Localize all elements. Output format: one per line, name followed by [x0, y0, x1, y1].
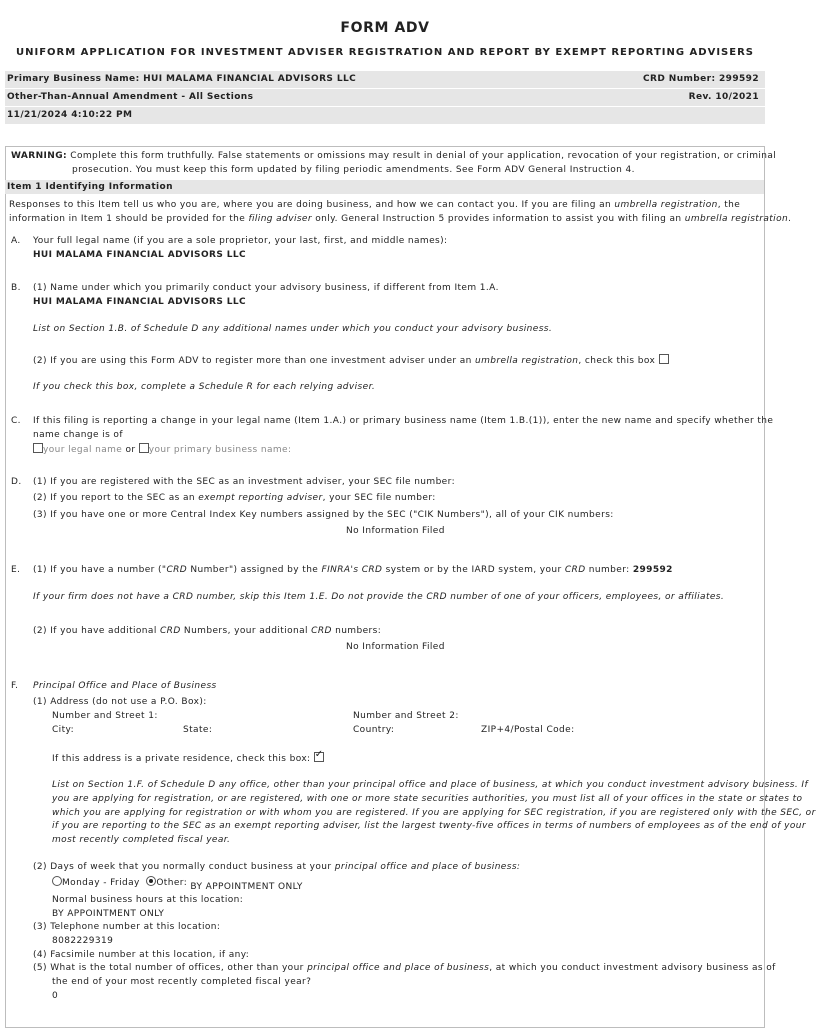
zip-label: ZIP+4/Postal Code:	[481, 725, 575, 735]
form-subtitle: UNIFORM APPLICATION FOR INVESTMENT ADVISER REGISTRATION AND REPORT BY EXEMPT REPORTING ADVISERS	[16, 47, 754, 58]
item-b-letter: B.	[11, 283, 21, 293]
other-days-value: BY APPOINTMENT ONLY	[190, 882, 303, 892]
hours-value: BY APPOINTMENT ONLY	[52, 909, 165, 919]
business-name-option-label: your primary business name:	[148, 445, 292, 455]
offices-question-2: the end of your most recently completed fiscal year?	[52, 977, 312, 987]
item-a-letter: A.	[11, 236, 21, 246]
fax-label: (4) Facsimile number at this location, if any:	[33, 950, 250, 960]
business-name-value: HUI MALAMA FINANCIAL ADVISORS LLC	[33, 297, 247, 307]
item-f-note-2: you are applying for registration, or are registered, with one or more state securities authorities, you must list all of your offices in the state or states to	[52, 794, 803, 804]
item-b2-question: (2) If you are using this Form ADV to register more than one investment adviser under an umbrella registration, check this box	[33, 354, 669, 366]
item-c-letter: C.	[11, 416, 21, 426]
item-d-letter: D.	[11, 477, 22, 487]
address-label: (1) Address (do not use a P.O. Box):	[33, 697, 207, 707]
item-f-note-1: List on Section 1.F. of Schedule D any office, other than your principal office and place of business, at which you conduct investment advisory business. If	[52, 780, 809, 790]
item-e2-question: (2) If you have additional CRD Numbers, your additional CRD numbers:	[33, 626, 382, 636]
other-days-label: Other:	[156, 878, 188, 888]
additional-crd-no-info: No Information Filed	[346, 642, 445, 652]
item-f-note-5: most recently completed fiscal year.	[52, 835, 231, 845]
header-bar-amendment	[5, 89, 765, 106]
item-b-note: List on Section 1.B. of Schedule D any additional names under which you conduct your advisory business.	[33, 324, 553, 334]
item-b1-question: (1) Name under which you primarily conduct your advisory business, if different from Item 1.A.	[33, 283, 499, 293]
warning-text-2: prosecution. You must keep this form updated by filing periodic amendments. See Form ADV General Instruction 4.	[72, 165, 635, 175]
crd-value: 299592	[632, 565, 673, 575]
country-label: Country:	[353, 725, 395, 735]
amendment-type: Other-Than-Annual Amendment - All Sections	[7, 92, 254, 102]
other-days-radio[interactable]	[146, 876, 156, 886]
umbrella-registration-checkbox[interactable]	[659, 354, 669, 364]
city-label: City:	[52, 725, 75, 735]
form-title: FORM ADV	[340, 20, 430, 36]
business-name-change-checkbox[interactable]	[139, 443, 149, 453]
item-c-options: your legal name or your primary business name:	[33, 443, 291, 455]
item-c-question-1: If this filing is reporting a change in your legal name (Item 1.A.) or primary business name (Item 1.B.(1)), enter the new name and specify whether the	[33, 416, 774, 426]
monday-friday-label: Monday - Friday	[62, 878, 140, 888]
item-f-note-3: which you are applying for registration or with whom you are registered. If you are applying for SEC registration, if you are registered only with the SEC, or	[52, 808, 816, 818]
days-options	[52, 876, 303, 892]
item-d2-question: (2) If you report to the SEC as an exempt reporting adviser, your SEC file number:	[33, 493, 436, 503]
item-f-letter: F.	[11, 681, 19, 691]
timestamp: 11/21/2024 4:10:22 PM	[7, 110, 133, 120]
item1-heading: Item 1 Identifying Information	[7, 182, 173, 192]
hours-label: Normal business hours at this location:	[52, 895, 244, 905]
cik-no-info: No Information Filed	[346, 526, 445, 536]
item1-intro-line2: information in Item 1 should be provided for the filing adviser only. General Instruction 5 provides information to assist you with filing an umbrella registration.	[9, 214, 792, 224]
street1-label: Number and Street 1:	[52, 711, 158, 721]
item-c-question-2: name change is of	[33, 430, 123, 440]
monday-friday-radio[interactable]	[52, 876, 62, 886]
warning	[11, 151, 776, 161]
item-e-letter: E.	[11, 565, 21, 575]
primary-business-name: Primary Business Name: HUI MALAMA FINANCIAL ADVISORS LLC	[7, 74, 357, 84]
item-e1-question: (1) If you have a number ("CRD Number") assigned by the FINRA's CRD system or by the IARD system, your CRD number: 299592	[33, 565, 673, 575]
revision: Rev. 10/2021	[688, 92, 759, 102]
private-residence-checkbox[interactable]	[314, 752, 324, 762]
days-question: (2) Days of week that you normally conduct business at your principal office and place of business:	[33, 862, 521, 872]
item-d3-question: (3) If you have one or more Central Index Key numbers assigned by the SEC ("CIK Numbers"), all of your CIK numbers:	[33, 510, 614, 520]
telephone-label: (3) Telephone number at this location:	[33, 922, 221, 932]
offices-value: 0	[52, 991, 59, 1001]
legal-name-option-label: your legal name	[43, 445, 123, 455]
legal-name-value: HUI MALAMA FINANCIAL ADVISORS LLC	[33, 250, 247, 260]
warning-label: WARNING:	[11, 151, 68, 161]
warning-text-1: Complete this form truthfully. False statements or omissions may result in denial of your application, revocation of your registration, or criminal	[70, 151, 777, 161]
item-b2-note: If you check this box, complete a Schedule R for each relying adviser.	[33, 382, 376, 392]
street2-label: Number and Street 2:	[353, 711, 459, 721]
state-label: State:	[183, 725, 213, 735]
item-f-heading: Principal Office and Place of Business	[33, 681, 217, 691]
private-residence-question: If this address is a private residence, check this box: ✓	[52, 752, 324, 764]
item-a-question: Your full legal name (if you are a sole proprietor, your last, first, and middle names):	[33, 236, 448, 246]
item-e-note: If your firm does not have a CRD number, skip this Item 1.E. Do not provide the CRD number of one of your officers, employees, or affiliates.	[33, 592, 725, 602]
header-bar-business	[5, 71, 765, 88]
legal-name-change-checkbox[interactable]	[33, 443, 43, 453]
telephone-value: 8082229319	[52, 936, 114, 946]
item-f-note-4: if you are reporting to the SEC as an exempt reporting adviser, list the largest twenty-five offices in terms of numbers of employees as of the end of your	[52, 821, 806, 831]
item1-heading-bar	[5, 180, 764, 194]
header-bar-timestamp	[5, 107, 765, 124]
item-d1-question: (1) If you are registered with the SEC as an investment adviser, your SEC file number:	[33, 477, 455, 487]
item1-intro-line1: Responses to this Item tell us who you are, where you are doing business, and how we can contact you. If you are filing an umbrella registration, the	[9, 200, 741, 210]
crd-number: CRD Number: 299592	[643, 74, 759, 84]
offices-question-1: (5) What is the total number of offices, other than your principal office and place of business, at which you conduct investment advisory business as of	[33, 963, 776, 973]
